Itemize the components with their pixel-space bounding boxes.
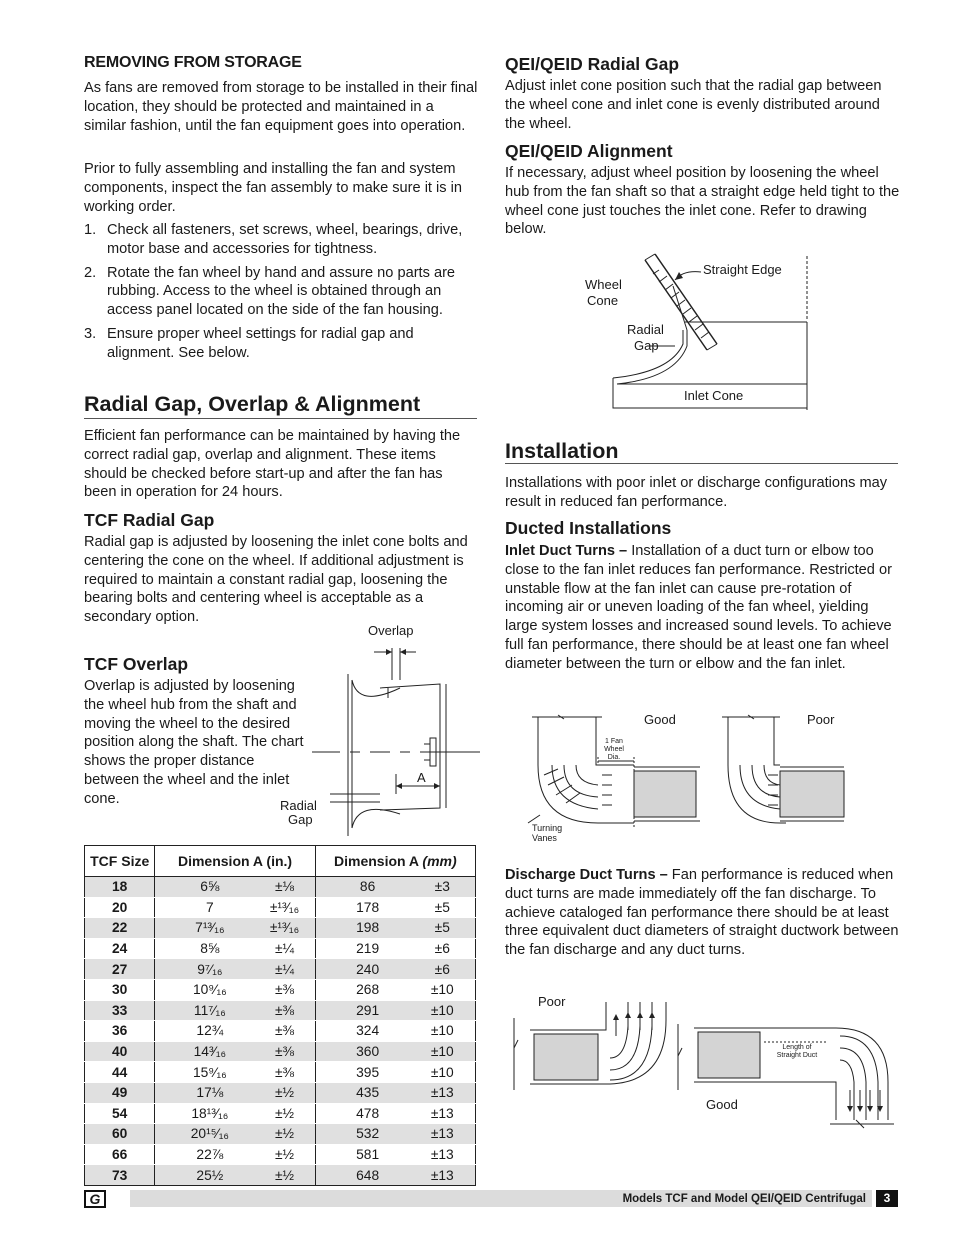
table-cell: 12¾ xyxy=(155,1021,254,1042)
table-cell: ±6 xyxy=(410,959,476,980)
arrowhead xyxy=(386,649,392,655)
table-row xyxy=(85,979,476,1000)
table-row xyxy=(85,1124,476,1145)
table-row xyxy=(85,1021,476,1042)
table-row xyxy=(85,1041,476,1062)
poor-label: Poor xyxy=(807,712,835,727)
alignment-diagram xyxy=(575,250,815,412)
col-dim-in: Dimension A (in.) xyxy=(155,846,315,877)
col-tcf-size: TCF Size xyxy=(85,846,155,877)
table-row xyxy=(85,1062,476,1083)
length-straight-duct-label: Length of Straight Duct xyxy=(776,1044,818,1059)
table-cell: 240 xyxy=(315,959,409,980)
arrowhead xyxy=(396,783,402,789)
table-cell: ±¹³⁄₁₆ xyxy=(254,918,315,939)
dimension-table xyxy=(84,845,476,1186)
wheel-label: Wheel xyxy=(585,277,622,292)
arrowhead xyxy=(867,1106,873,1112)
table-cell: 20 xyxy=(85,897,155,918)
table-row xyxy=(85,1000,476,1021)
overlap-label: Overlap xyxy=(368,623,414,638)
radial-intro: Efficient fan performance can be maintained by having the correct radial gap, overlap and alignment. These items should be checked before start-up and after the fan has been in operation for 24 hours. xyxy=(84,428,461,501)
table-cell: 395 xyxy=(315,1062,409,1083)
arrowhead xyxy=(434,783,440,789)
arrowhead xyxy=(625,1012,631,1018)
table-cell: ±⅜ xyxy=(254,1021,315,1042)
heading-rule xyxy=(84,418,477,419)
table-row xyxy=(85,1165,476,1186)
table-cell: ±13 xyxy=(410,1124,476,1145)
table-cell: ±½ xyxy=(254,1124,315,1145)
table-cell: ±10 xyxy=(410,979,476,1000)
ducted-installations-heading: Ducted Installations xyxy=(505,518,672,538)
discharge-duct-turns-text: Discharge Duct Turns – Fan performance is reduced when duct turns are made immediately off the fan discharge. To achieve cataloged fan performance there should be at least three equivalent duct diameters of straight ductwork between the fan discharge and any duct turns. xyxy=(505,867,899,959)
table-cell: ±5 xyxy=(410,918,476,939)
table-row xyxy=(85,938,476,959)
installation-intro: Installations with poor inlet or discharge configurations may result in reduced fan performance. xyxy=(505,475,888,510)
list-item: 2. Rotate the fan wheel by hand and assure no parts are rubbing. Access to the wheel is obtained through an access panel located on the side of the fan housing. xyxy=(84,264,456,319)
company-logo: G xyxy=(84,1190,106,1208)
table-cell: 22 xyxy=(85,918,155,939)
table-cell: ±¼ xyxy=(254,959,315,980)
table-cell: 60 xyxy=(85,1124,155,1145)
table-cell: 54 xyxy=(85,1103,155,1124)
tcf-overlap-heading: TCF Overlap xyxy=(84,654,189,674)
table-cell: 268 xyxy=(315,979,409,1000)
table-cell: 18 xyxy=(85,877,155,898)
arrowhead xyxy=(675,272,683,280)
qei-radial-gap-text: Adjust inlet cone position such that the radial gap between the wheel cone and inlet cone is evenly distributed around the wheel. xyxy=(505,78,882,132)
table-cell: ±5 xyxy=(410,897,476,918)
qei-alignment-heading: QEI/QEID Alignment xyxy=(505,141,673,161)
table-cell: ±½ xyxy=(254,1082,315,1103)
table-cell: 8⅝ xyxy=(155,938,254,959)
straight-edge-label: Straight Edge xyxy=(703,262,782,277)
inlet-duct-turns-text: Inlet Duct Turns – Installation of a duct turn or elbow too close to the fan inlet reduces fan performance. Restricted or unstable flow at the fan inlet can cause pre-rotation of incoming air or uneven loading of the fan wheel, yielding large system losses and increased sound levels. To achieve full fan performance, there should be at least one fan wheel diameter between the turn or elbow and the fan inlet. xyxy=(505,543,892,672)
table-cell: 648 xyxy=(315,1165,409,1186)
tcf-radial-gap-heading: TCF Radial Gap xyxy=(84,510,215,530)
table-cell: 44 xyxy=(85,1062,155,1083)
qei-alignment-text: If necessary, adjust wheel position by loosening the wheel hub from the fan shaft so that a straight edge held tight to the wheel cone just touches the inlet cone. Refer to drawing below. xyxy=(505,165,900,238)
table-cell: ±⅜ xyxy=(254,1062,315,1083)
good-label: Good xyxy=(644,712,676,727)
storage-steps xyxy=(84,221,479,368)
storage-heading: REMOVING FROM STORAGE xyxy=(84,54,302,71)
arrowhead xyxy=(613,1014,619,1020)
radial-label: Radial xyxy=(280,798,317,813)
table-cell: 581 xyxy=(315,1144,409,1165)
radial-gap-heading: Radial Gap, Overlap & Alignment xyxy=(84,392,421,416)
table-cell: ±⅛ xyxy=(254,877,315,898)
cone-label: Cone xyxy=(587,293,619,308)
table-cell: 25½ xyxy=(155,1165,254,1186)
table-row xyxy=(85,959,476,980)
table-row xyxy=(85,918,476,939)
table-cell: 7¹³⁄₁₆ xyxy=(155,918,254,939)
table-row xyxy=(85,897,476,918)
arrowhead xyxy=(400,649,406,655)
table-cell: 478 xyxy=(315,1103,409,1124)
tcf-overlap-text: Overlap is adjusted by loosening the wheel hub from the shaft and moving the wheel to the desired position along the shaft. The chart shows the proper distance between the wheel and the inlet cone. xyxy=(84,678,304,807)
arrowhead xyxy=(847,1106,853,1112)
arrowhead xyxy=(857,1106,863,1112)
table-cell: 20¹⁵⁄₁₆ xyxy=(155,1124,254,1145)
table-cell: 435 xyxy=(315,1082,409,1103)
radial-label: Radial xyxy=(627,322,664,337)
storage-paragraph-2: Prior to fully assembling and installing the fan and system components, inspect the fan assembly to make sure it is in working order. xyxy=(84,161,462,215)
table-cell: 6⅝ xyxy=(155,877,254,898)
inlet-duct-diagram xyxy=(518,705,848,845)
storage-paragraph-1: As fans are removed from storage to be installed in their final location, they should be protected and maintained in a similar fashion, until the fan equipment goes into operation. xyxy=(84,80,478,134)
table-cell: ±6 xyxy=(410,938,476,959)
page-number: 3 xyxy=(876,1190,898,1207)
table-cell: 33 xyxy=(85,1000,155,1021)
heading-rule xyxy=(505,463,898,464)
table-cell: 9⁷⁄₁₆ xyxy=(155,959,254,980)
table-cell: ±¼ xyxy=(254,938,315,959)
table-cell: 73 xyxy=(85,1165,155,1186)
table-cell: 24 xyxy=(85,938,155,959)
qei-radial-gap-heading: QEI/QEID Radial Gap xyxy=(505,54,680,74)
table-cell: ±13 xyxy=(410,1103,476,1124)
table-cell: 11⁷⁄₁₆ xyxy=(155,1000,254,1021)
table-cell: ±13 xyxy=(410,1144,476,1165)
table-cell: ±10 xyxy=(410,1021,476,1042)
overlap-diagram xyxy=(270,618,482,840)
table-cell: 532 xyxy=(315,1124,409,1145)
table-cell: 40 xyxy=(85,1041,155,1062)
footer-title: Models TCF and Model QEI/QEID Centrifugal xyxy=(622,1193,866,1205)
table-cell: 36 xyxy=(85,1021,155,1042)
table-cell: ±10 xyxy=(410,1062,476,1083)
installation-heading: Installation xyxy=(505,439,619,463)
list-item: 1. Check all fasteners, set screws, wheel, bearings, drive, motor base and accessories for tightness. xyxy=(84,222,463,257)
table-cell: ±13 xyxy=(410,1082,476,1103)
table-cell: 324 xyxy=(315,1021,409,1042)
table-cell: 15⁹⁄₁₆ xyxy=(155,1062,254,1083)
table-header-row xyxy=(85,846,476,877)
table-cell: ±½ xyxy=(254,1165,315,1186)
table-cell: ±10 xyxy=(410,1041,476,1062)
inlet-duct-drawing xyxy=(518,705,848,845)
turning-vanes-label: Turning Vanes xyxy=(532,823,563,843)
table-cell: ±⅜ xyxy=(254,1041,315,1062)
table-cell: 10⁹⁄₁₆ xyxy=(155,979,254,1000)
arrowhead xyxy=(637,1012,643,1018)
one-fan-wheel-dia-label: 1 Fan Wheel Dia. xyxy=(604,738,624,761)
col-dim-mm: Dimension A (mm) xyxy=(315,846,475,877)
table-cell: 291 xyxy=(315,1000,409,1021)
table-row xyxy=(85,1103,476,1124)
discharge-duct-diagram xyxy=(510,990,898,1140)
table-cell: 49 xyxy=(85,1082,155,1103)
good-label: Good xyxy=(706,1097,738,1112)
table-cell: ±⅜ xyxy=(254,1000,315,1021)
table-cell: 7 xyxy=(155,897,254,918)
table-cell: 360 xyxy=(315,1041,409,1062)
table-cell: 18¹³⁄₁₆ xyxy=(155,1103,254,1124)
table-cell: ±13 xyxy=(410,1165,476,1186)
table-cell: ±½ xyxy=(254,1144,315,1165)
gap-label: Gap xyxy=(288,812,313,827)
table-cell: 178 xyxy=(315,897,409,918)
dimension-a-label: A xyxy=(417,770,426,785)
table-cell: ±⅜ xyxy=(254,979,315,1000)
table-cell: 66 xyxy=(85,1144,155,1165)
inlet-cone-label: Inlet Cone xyxy=(684,388,744,403)
tcf-radial-gap-text: Radial gap is adjusted by loosening the inlet cone bolts and centering the cone on the wheel. If additional adjustment is required to maintain a constant radial gap, loosening the bearing bolts and centering wheel is acceptable as a secondary option. xyxy=(84,534,468,626)
table-cell: 30 xyxy=(85,979,155,1000)
gap-label: Gap xyxy=(634,338,659,353)
discharge-duct-drawing xyxy=(510,990,898,1140)
table-cell: ±¹³⁄₁₆ xyxy=(254,897,315,918)
list-item: 3. Ensure proper wheel settings for radial gap and alignment. See below. xyxy=(84,325,414,361)
table-cell: 17⅛ xyxy=(155,1082,254,1103)
arrowhead xyxy=(649,1012,655,1018)
table-cell: 14³⁄₁₆ xyxy=(155,1041,254,1062)
table-row xyxy=(85,1144,476,1165)
table-cell: 27 xyxy=(85,959,155,980)
table-cell: ±½ xyxy=(254,1103,315,1124)
table-cell: 198 xyxy=(315,918,409,939)
poor-label: Poor xyxy=(538,994,566,1009)
table-cell: ±10 xyxy=(410,1000,476,1021)
table-cell: 86 xyxy=(315,877,409,898)
table-cell: ±3 xyxy=(410,877,476,898)
table-cell: 22⅞ xyxy=(155,1144,254,1165)
table-cell: 219 xyxy=(315,938,409,959)
table-row xyxy=(85,1082,476,1103)
table-row xyxy=(85,877,476,898)
